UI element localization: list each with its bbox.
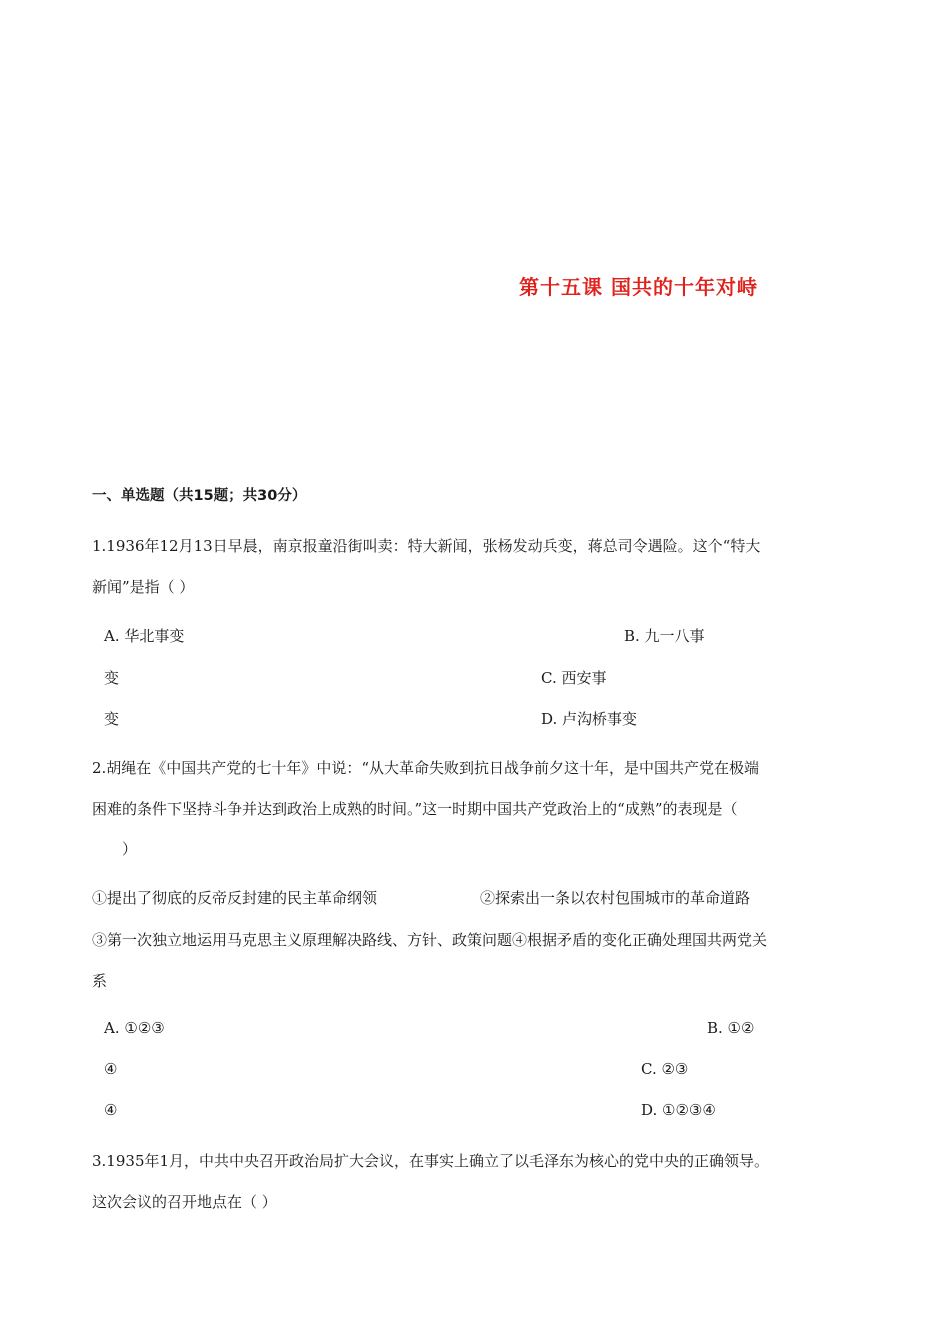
page-title: 第十五课 国共的十年对峙 — [519, 275, 758, 299]
question-1-text-line-1: 1.1936年12月13日早晨，南京报童沿街叫卖：特大新闻，张杨发动兵变，蒋总司令遇险。这个“特大 — [92, 537, 761, 555]
question-2-option-d[interactable]: D. ①②③④ — [641, 1101, 716, 1119]
question-1-option-a[interactable]: A. 华北事变 — [104, 627, 185, 645]
question-2-text-line-3: ） — [122, 840, 138, 858]
question-1-option-c-wrap: 变 — [104, 710, 120, 728]
question-2-item-2: ②探索出一条以农村包围城市的革命道路 — [480, 889, 751, 907]
question-1-option-b[interactable]: B. 九一八事 — [624, 627, 705, 645]
question-2-option-b[interactable]: B. ①② — [707, 1019, 755, 1037]
question-2-option-a[interactable]: A. ①②③ — [104, 1019, 165, 1037]
question-1-option-b-wrap: 变 — [104, 669, 120, 687]
question-1-option-c[interactable]: C. 西安事 — [541, 669, 607, 687]
section-heading: 一、单选题（共15题；共30分） — [92, 488, 307, 504]
question-2-option-c-wrap: ④ — [104, 1101, 118, 1119]
question-1-option-d[interactable]: D. 卢沟桥事变 — [541, 710, 638, 728]
question-2-text-line-2: 困难的条件下坚持斗争并达到政治上成熟的时间。”这一时期中国共产党政治上的“成熟”的表现是（ — [92, 800, 738, 818]
question-2-item-3-4-line-1: ③第一次独立地运用马克思主义原理解决路线、方针、政策问题④根据矛盾的变化正确处理国共两党关 — [92, 931, 768, 949]
question-2-item-1: ①提出了彻底的反帝反封建的民主革命纲领 — [92, 889, 378, 907]
question-1-text-line-2: 新闻”是指（ ） — [92, 578, 195, 596]
question-2-option-b-wrap: ④ — [104, 1060, 118, 1078]
question-2-option-c[interactable]: C. ②③ — [641, 1060, 689, 1078]
question-3-text-line-2: 这次会议的召开地点在（ ） — [92, 1193, 277, 1211]
question-3-text-line-1: 3.1935年1月，中共中央召开政治局扩大会议，在事实上确立了以毛泽东为核心的党中央的正确领导。 — [92, 1152, 770, 1170]
question-2-text-line-1: 2.胡绳在《中国共产党的七十年》中说：“从大革命失败到抗日战争前夕这十年，是中国共产党在极端 — [92, 759, 759, 777]
question-2-item-3-4-line-2: 系 — [92, 972, 108, 990]
